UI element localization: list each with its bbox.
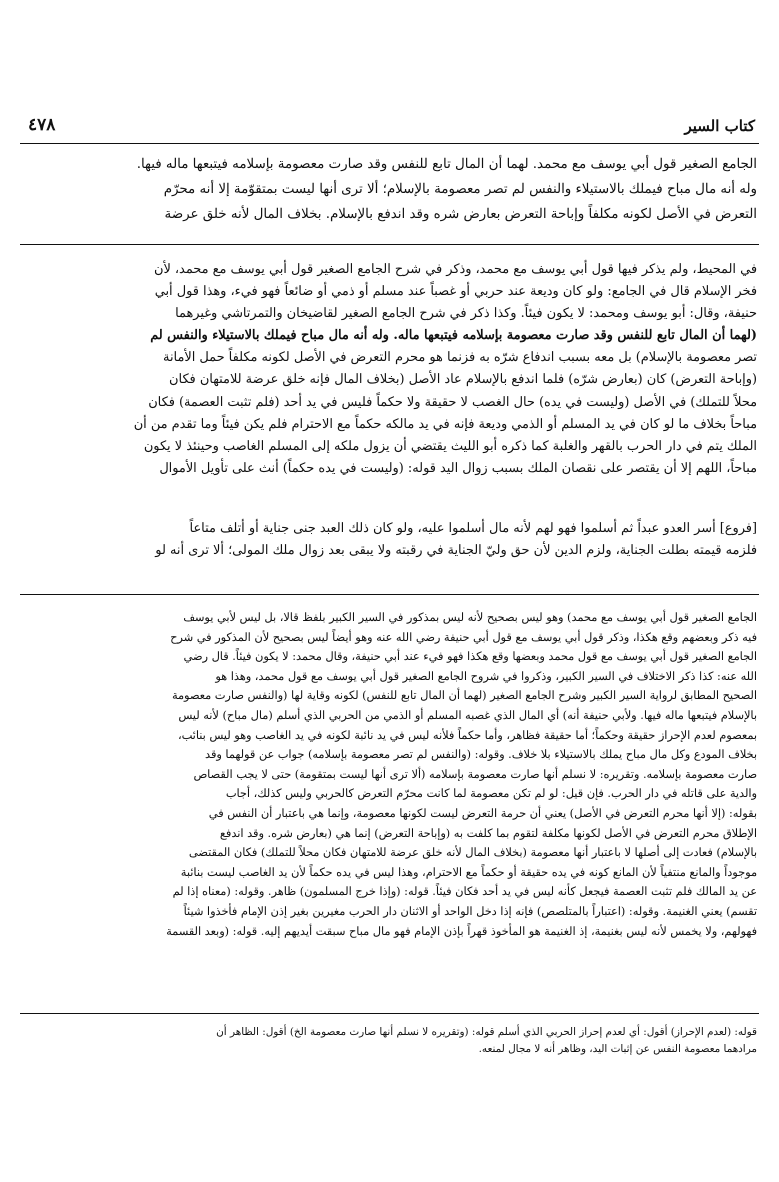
footnote [22, 1024, 757, 1058]
text-line: مرادهما معصومة النفس عن إثبات اليد، وظاهر أنه لا مجال لمنعه. [478, 1043, 757, 1055]
section-rule [20, 244, 759, 245]
text-line: بخلاف المودع وكل مال مباح يملك بالاستيلاء بلا خلاف. وقوله: (والنفس لم تصر معصومة بإسلامه) جواب عن قولهما وقد [205, 748, 757, 762]
text-line: قوله: (لعدم الإحراز) أقول: أي لعدم إحراز الحربي الذي أسلم قوله: (وتقريره لا نسلم أنها صارت معصومة الخ) أقول: الظاهر أن [216, 1026, 757, 1038]
text-line: تقسم) يعني الغنيمة. وقوله: (اعتباراً بالمتلصص) فإنه إذا دخل الواحد أو الاثنان دار الحرب مغيرين بغير إذن الإمام فأخذوا شيئاً [183, 904, 757, 918]
text-line: مباحاً، اللهم إلا أن يقتصر على نقصان الملك بسبب زوال اليد قوله: (وليست في يده حكماً) أنث على تأويل الأموال [159, 460, 757, 476]
text-line: الجامع الصغير قول أبي يوسف مع محمد) وهو ليس بصحيح لأنه ليس بمذكور في السير الكبير بلفظ قالا، بل ليس لأبي يوسف [183, 611, 757, 624]
text-line: وله أنه مال مباح فيملك بالاستيلاء والنفس لم تصر معصومة بالإسلام؛ ألا ترى أنها ليست بمتقوّمة إلا أنه محرّم [163, 182, 757, 197]
text-line: فيه ذكر وبعضهم وقع هكذا، وذكر قول أبي يوسف مع قول أبي حنيفة رضي الله عنه وهو أيضاً ليس بصحيح لأن المذكور في شرح [170, 630, 757, 644]
text-line: (وإباحة التعرض) كان (بعارض شرّه) فلما اندفع بالإسلام عاد الأصل (بخلاف المال فإنه خلق عرضة للامتهان فكان [169, 372, 757, 388]
text-line: (لهما أن المال تابع للنفس وقد صارت معصومة بإسلامه فيتبعها ماله. وله أنه مال مباح فيملك بالاستيلاء والنفس لم [150, 328, 757, 344]
header-rule [20, 143, 759, 144]
text-line: عن يد المالك فلم تثبت العصمة فيجعل كأنه ليس في يد أحد فكان فيئاً. قوله: (وإذا خرج المسلمون) ظاهر. وقوله: (معناه إذا لم [172, 885, 757, 899]
footnote-rule [20, 1013, 759, 1014]
text-line: في المحيط، ولم يذكر فيها قول أبي يوسف مع محمد، وذكر في شرح الجامع الصغير قول أبي يوسف مع محمد، لأن [153, 262, 757, 277]
main-text [22, 152, 757, 227]
text-line: بالإسلام فيتبعها ماله فيها. ولأبي حنيفة أنه) أي المال الذي غصبه المسلم أو الذمي من الحربي الذي أسلم (مال مباح) لأنه ليس [178, 708, 757, 722]
commentary-upper [22, 259, 757, 480]
text-line: بقوله: (إلا أنها محرم التعرض في الأصل) يعني أن حرمة التعرض ليست لكونها معصومة، وإنما هي باعتبار أن النفس في [208, 806, 757, 820]
text-line: صارت معصومة بإسلامه. وتقريره: لا نسلم أنها صارت معصومة بإسلامه (ألا ترى أنها ليست بمتقومة) حتى لا يجب القصاص [193, 767, 757, 781]
text-line: محلاً للتملك) في الأصل (وليست في يده) حال الغصب لا حقيقة ولا حكماً فليس في يد أحد (فلم تثبت العصمة) فكان [148, 394, 757, 410]
text-line: الإطلاق محرم التعرض في الأصل لكونها مكلفة لتقوم بما كلفت به (وإباحة التعرض) إنما هي (بعارض شره. وقد اندفع [219, 826, 757, 840]
text-line: الملك يتم في دار الحرب بالقهر والغلبة كما ذكره أبو الليث يقتضي أن يزول ملكه إلى المسلم الغاصب وحينئذ لا يكون [143, 438, 757, 454]
page-number: ٤٧٨ [28, 115, 56, 135]
chapter-title: كتاب السير [684, 117, 755, 135]
text-line: تصر معصومة بالإسلام) بل معه بسبب اندفاع شرّه به فزنما هو محرم التعرض في الأصل لكونه مكلفاً حمل الأمانة [163, 350, 757, 366]
page-header [20, 113, 759, 141]
commentary-lower [22, 608, 757, 941]
text-line: مباحاً بخلاف ما لو كان في يد المسلم أو الذمي وديعة فإنه في يد مالكه حكماً مع الاحترام فلم يكن فيئاً وما تقدم من أن [133, 416, 757, 432]
text-line: حنيفة، وقال: أبو يوسف ومحمد: لا يكون فيئاً. وكذا ذكر في شرح الجامع الصغير لقاضيخان والتمرتاشي وغيرهما [175, 306, 757, 322]
text-line: الجامع الصغير قول أبي يوسف مع قول محمد وبعضها وقع هكذا فهو فيء عند أبي حنيفة، وقال محمد: لا يكون فيئاً. قال رضي [183, 650, 757, 664]
section-rule [20, 594, 759, 595]
text-line: والدية على قاتله في دار الحرب. فإن قيل: لو لم تكن معصومة لما كانت محرّم التعرض كالحربي وليس كذلك، أجاب [225, 787, 757, 801]
text-line: موجوداً والمانع منتفياً لأن المانع كونه في يده حقيقة أو حكماً مع الاحترام، وهذا ليس في يده حكماً لأن يد الغاصب ليست بنائبة [180, 865, 757, 879]
text-line: [فروع] أسر العدو عبداً ثم أسلموا فهو لهم لأنه مال أسلموا عليه، ولو كان ذلك العبد جنى جناية أو أتلف متاعاً [189, 521, 757, 536]
text-line: بالإسلام) فعادت إلى أصلها لا باعتبار أنها معصومة (بخلاف المال لأنه خلق عرضة للامتهان فكان محلاً للتملك) فكان المقتضى [188, 846, 757, 860]
text-line: الجامع الصغير قول أبي يوسف مع محمد. لهما أن المال تابع للنفس وقد صارت معصومة بإسلامه فيتبعها ماله فيها. [136, 157, 757, 172]
text-line: فلزمه قيمته بطلت الجناية، ولزم الدين لأن حق وليّ الجناية في رقبته ولا يبقى بعد زوال ملك المولى؛ ألا ترى أنه لو [155, 543, 757, 559]
commentary-branches [22, 518, 757, 562]
text-line: الله عنه: كذا ذكر الاختلاف في السير الكبير، وذكروا في شروح الجامع الصغير قول أبي يوسف مع قول محمد، وهذا هو [215, 669, 757, 683]
text-line: التعرض في الأصل لكونه مكلفاً وإباحة التعرض بعارض شره وقد اندفع بالإسلام. بخلاف المال لأنه خلق عرضة [164, 207, 757, 222]
text-line: فهولهم، ولا يخمس لأنه ليس بغنيمة، إذ الغنيمة هو المأخوذ قهراً بإذن الإمام فهو مال مباح سبقت أيديهم إليه. قوله: (وبعد القسمة [166, 924, 757, 938]
text-line: بمعصوم لعدم الإحراز حقيقة وحكماً؛ أما حقيقة فظاهر، وأما حكماً فلأنه ليس في يد نائبة لكونه في يد الغاصب وهو ليس بنائب، [177, 728, 757, 742]
text-line: الصحيح المطابق لرواية السير الكبير وشرح الجامع الصغير (لهما أن المال تابع للنفس) لكونه وقاية لها (والنفس صارت معصومة [171, 689, 757, 703]
text-line: فخر الإسلام قال في الجامع: ولو كان وديعة عند حربي أو غصباً عند مسلم أو ذمي أو ضائعاً فهو فيء، وهذا قول أبي [154, 284, 757, 300]
